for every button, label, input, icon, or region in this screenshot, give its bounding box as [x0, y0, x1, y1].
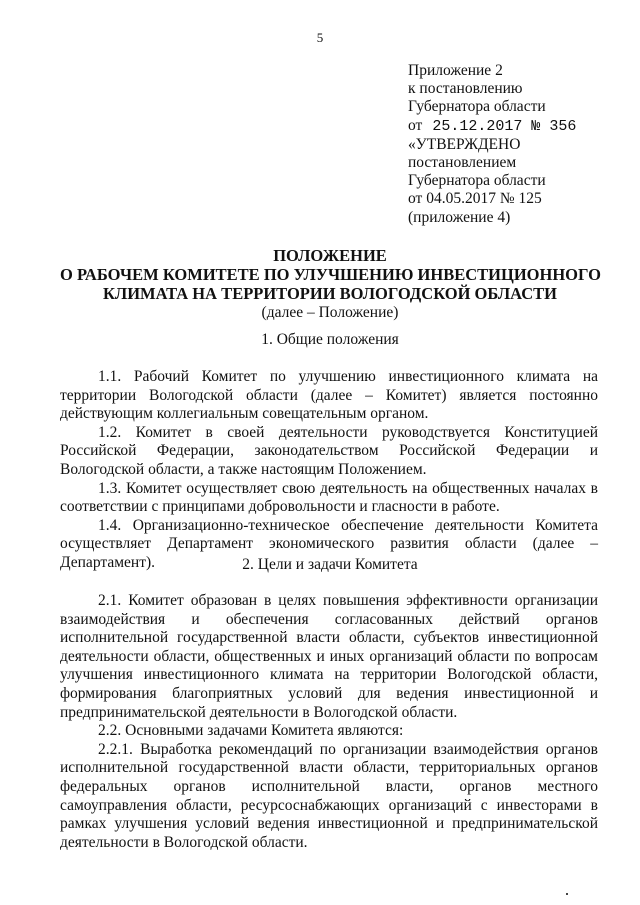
paragraph: 2.1. Комитет образован в целях повышения эффективности организации взаимодействия и обеспечения согласованных действий органов исполнительной государственной власти области, субъектов инвестиционной деятельности области, общественных и иных организаций области по вопросам улучшения инвестиционного климата на территории Вологодской области, формирования благоприятных условий для ведения инвестиционной и предпринимательской деятельности в Вологодской области. — [60, 592, 598, 721]
page-number: 5 — [316, 30, 324, 45]
section-body — [60, 592, 598, 852]
approved-line: (приложение 4) — [408, 208, 511, 226]
title-line: О РАБОЧЕМ КОМИТЕТЕ ПО УЛУЧШЕНИЮ ИНВЕСТИЦИОННОГО — [60, 265, 601, 284]
appendix-block — [408, 62, 576, 227]
appendix-line: к постановлению — [408, 80, 523, 98]
decree-line — [408, 117, 576, 136]
title-line: ПОЛОЖЕНИЕ — [273, 246, 387, 265]
paragraph: 2.2. Основными задачами Комитета являются: — [98, 722, 404, 740]
paragraph: 1.1. Рабочий Комитет по улучшению инвестиционного климата на территории Вологодской области (далее – Комитет) является постоянно действующим коллегиальным совещательным органом. — [60, 368, 598, 423]
paragraph: 1.3. Комитет осуществляет свою деятельность на общественных началах в соответствии с принципами добровольности и гласности в работе. — [60, 479, 598, 516]
paragraph: 1.2. Комитет в своей деятельности руководствуется Конституцией Российской Федерации, законодательством Российской Федерации и Вологодской области, а также настоящим Положением. — [60, 423, 598, 478]
section-body — [60, 368, 598, 573]
paragraph: 1.4. Организационно-техническое обеспечение деятельности Комитета осуществляет Департамент экономического развития области (далее – Департамент). — [60, 516, 598, 571]
section-heading: 1. Общие положения — [261, 331, 399, 348]
approved-line: Губернатора области — [408, 172, 546, 190]
paragraph: 2.2.1. Выработка рекомендаций по организации взаимодействия органов исполнительной государственной власти области, территориальных органов федеральных органов исполнительной власти, органов местного самоуправления области, ресурсоснабжающих организаций с инвесторами в рамках улучшения условий ведения инвестиционной и предпринимательской деятельности в Вологодской области. — [60, 740, 598, 851]
approved-line: от 04.05.2017 № 125 — [408, 190, 542, 208]
decree-number: 25.12.2017 № 356 — [432, 117, 577, 135]
appendix-line: Губернатора области — [408, 98, 546, 116]
appendix-line: Приложение 2 — [408, 62, 503, 79]
decree-prefix: от — [408, 116, 423, 134]
section-heading: 2. Цели и задачи Комитета — [242, 556, 418, 573]
title-subtitle: (далее – Положение) — [261, 304, 399, 321]
title-line: КЛИМАТА НА ТЕРРИТОРИИ ВОЛОГОДСКОЙ ОБЛАСТИ — [102, 284, 558, 303]
document-title — [60, 246, 600, 322]
scan-mark — [566, 893, 568, 895]
approved-line: постановлением — [408, 154, 517, 172]
approved-line: «УТВЕРЖДЕНО — [408, 135, 521, 153]
